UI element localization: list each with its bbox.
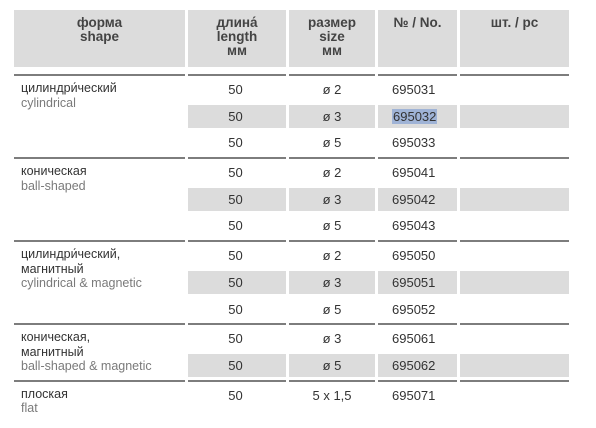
shape-label (14, 382, 185, 416)
column-divider (185, 10, 188, 410)
column-divider (375, 10, 378, 410)
article-number-cell (378, 325, 457, 352)
article-number-text[interactable]: 695062 (392, 357, 436, 373)
length-cell: 50 (228, 301, 243, 317)
shape-label-ru: магнитный (21, 261, 84, 276)
header-shape-ru: форма (76, 15, 123, 30)
size-cell: ø 3 (322, 274, 342, 290)
article-number-cell (378, 296, 457, 323)
shape-label-en: flat (21, 401, 38, 416)
article-number-cell (378, 269, 457, 296)
header-number (378, 10, 457, 67)
size-cell: ø 3 (322, 108, 342, 124)
length-cell: 50 (228, 331, 243, 347)
shape-label-ru: цилиндри́ческий (21, 81, 117, 95)
shape-label (14, 325, 185, 374)
size-cell: ø 2 (322, 248, 342, 264)
header-pieces (460, 10, 569, 67)
size-cell: ø 5 (322, 218, 342, 234)
article-number-cell (378, 76, 457, 103)
header-size-en: size (319, 29, 345, 44)
shape-group (14, 380, 569, 416)
length-cell: 50 (228, 108, 243, 124)
shape-label (14, 159, 185, 193)
header-shape-en: shape (79, 29, 120, 44)
article-number-cell (378, 129, 457, 156)
article-number-cell (378, 382, 457, 409)
shape-label-ru: магнитный (21, 344, 84, 359)
header-size-unit: мм (322, 43, 342, 58)
pieces-cell[interactable] (460, 159, 569, 186)
size-cell: ø 3 (322, 191, 342, 207)
shape-label (14, 76, 185, 110)
article-number-text[interactable]: 695071 (392, 387, 436, 403)
shape-label-en: ball-shaped & magnetic (21, 359, 152, 374)
column-divider (457, 10, 460, 410)
pieces-cell[interactable] (460, 382, 569, 409)
header-pieces-label: шт. / pc (490, 15, 539, 30)
article-number-cell (378, 212, 457, 239)
pieces-cell[interactable] (460, 325, 569, 352)
column-divider (286, 10, 289, 410)
article-number-text[interactable]: 695032 (393, 108, 437, 124)
article-number-text[interactable]: 695052 (392, 301, 436, 317)
shape-label-en: cylindrical & magnetic (21, 276, 142, 291)
length-cell: 50 (228, 218, 243, 234)
product-table (14, 10, 569, 416)
shape-label-ru: коническая (21, 164, 87, 179)
article-number-cell (378, 103, 457, 130)
header-size (289, 10, 375, 67)
shape-label-ru: плоская (21, 386, 68, 401)
header-length-ru: длина́ (216, 15, 258, 30)
shape-label-ru: коническая, (21, 330, 91, 345)
shape-label (14, 242, 185, 291)
size-cell: ø 2 (322, 165, 342, 181)
pieces-cell[interactable] (460, 186, 569, 213)
length-cell: 50 (228, 274, 243, 290)
article-number-text[interactable]: 695051 (392, 274, 436, 290)
pieces-cell[interactable] (460, 352, 569, 379)
pieces-cell[interactable] (460, 103, 569, 130)
article-number-text[interactable]: 695033 (392, 135, 436, 151)
size-cell: ø 3 (322, 331, 342, 347)
pieces-cell[interactable] (460, 269, 569, 296)
length-cell: 50 (228, 82, 243, 97)
pieces-cell[interactable] (460, 212, 569, 239)
shape-group (14, 323, 569, 378)
article-number-cell (378, 242, 457, 269)
article-number-text[interactable]: 695061 (392, 331, 436, 347)
header-number-label: № / No. (393, 15, 442, 30)
length-cell: 50 (228, 135, 243, 151)
shape-label-en: ball-shaped (21, 178, 86, 193)
length-cell: 50 (228, 387, 243, 403)
pieces-cell[interactable] (460, 76, 569, 103)
shape-group (14, 74, 569, 156)
pieces-cell[interactable] (460, 242, 569, 269)
size-cell: ø 2 (322, 82, 342, 97)
header-length (188, 10, 286, 67)
size-cell: 5 x 1,5 (312, 387, 352, 403)
header-size-ru: размер (307, 15, 357, 30)
article-number-cell (378, 352, 457, 379)
shape-label-en: cylindrical (21, 95, 76, 110)
header-length-unit: мм (227, 43, 247, 58)
pieces-cell[interactable] (460, 129, 569, 156)
article-number-text[interactable]: 695043 (392, 218, 436, 234)
article-number-text[interactable]: 695041 (392, 165, 436, 181)
length-cell: 50 (228, 248, 243, 264)
shape-group (14, 240, 569, 322)
length-cell: 50 (228, 357, 243, 373)
article-number-text[interactable]: 695050 (392, 248, 436, 264)
size-cell: ø 5 (322, 301, 342, 317)
article-number-cell (378, 186, 457, 213)
length-cell: 50 (228, 165, 243, 181)
article-number-cell (378, 159, 457, 186)
header-shape (14, 10, 185, 67)
size-cell: ø 5 (322, 135, 342, 151)
size-cell: ø 5 (322, 357, 342, 373)
article-number-text[interactable]: 695031 (392, 82, 436, 97)
header-length-en: length (216, 29, 258, 44)
shape-label-ru: цилиндри́ческий, (21, 247, 121, 262)
pieces-cell[interactable] (460, 296, 569, 323)
length-cell: 50 (228, 191, 243, 207)
article-number-text[interactable]: 695042 (392, 191, 436, 207)
shape-group (14, 157, 569, 239)
